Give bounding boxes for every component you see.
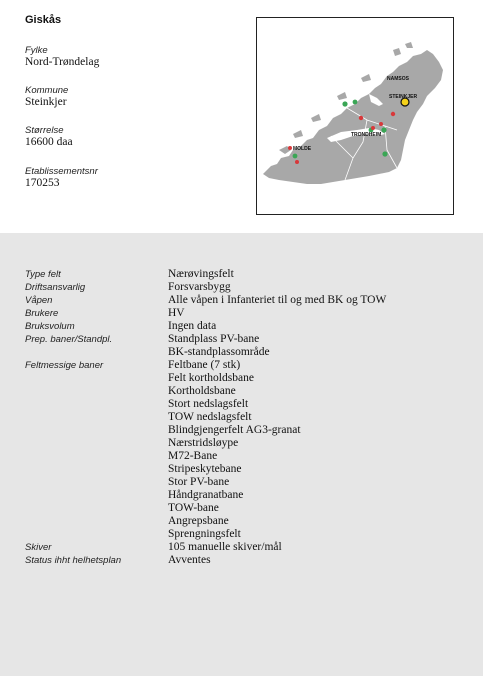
detail-value: Feltbane (7 stk) [168, 359, 241, 371]
map-graphic [257, 18, 453, 214]
field-value: Steinkjer [25, 96, 67, 108]
detail-value: Avventes [168, 554, 211, 566]
detail-values [168, 333, 465, 359]
detail-row [25, 320, 465, 333]
detail-value: Alle våpen i Infanteriet til og med BK og TOW [168, 294, 387, 306]
island [405, 42, 413, 48]
location-map [256, 17, 454, 215]
detail-values [168, 307, 465, 320]
detail-row [25, 541, 465, 554]
field-label: Kommune [25, 85, 69, 96]
detail-key: Type felt [25, 269, 61, 280]
map-label-steinkjer: STEINKJER [389, 94, 418, 100]
green-marker [353, 100, 358, 105]
island [293, 130, 303, 138]
green-marker [342, 101, 347, 106]
island [337, 92, 347, 100]
detail-key: Brukere [25, 308, 59, 319]
detail-row [25, 359, 465, 541]
detail-value: HV [168, 307, 185, 319]
page-title: Giskås [25, 14, 62, 26]
detail-values [168, 359, 465, 541]
detail-value: Angrepsbane [168, 515, 229, 527]
field-label: Fylke [25, 45, 48, 56]
red-marker [379, 122, 383, 126]
island [311, 114, 321, 122]
detail-values [168, 268, 465, 281]
detail-values [168, 541, 465, 554]
detail-key: Bruksvolum [25, 321, 75, 332]
detail-value: Nærstridsløype [168, 437, 239, 449]
detail-value: TOW-bane [168, 502, 219, 514]
detail-row [25, 294, 465, 307]
detail-value: Håndgranatbane [168, 489, 244, 501]
detail-value: BK-standplassområde [168, 346, 270, 358]
green-marker [381, 127, 386, 132]
detail-value: Stor PV-bane [168, 476, 230, 488]
detail-value: Stripeskytebane [168, 463, 242, 475]
map-label-molde: MOLDE [293, 146, 312, 152]
detail-key: Driftsansvarlig [25, 282, 86, 293]
detail-value: Sprengningsfelt [168, 528, 241, 540]
island [393, 48, 401, 56]
header-section [0, 0, 483, 233]
detail-values [168, 294, 465, 307]
field-etablissementsnr [25, 166, 98, 190]
detail-key: Våpen [25, 295, 53, 306]
detail-key: Feltmessige baner [25, 360, 104, 371]
detail-value: Standplass PV-bane [168, 333, 260, 345]
field-value: 170253 [25, 177, 60, 189]
red-marker [295, 160, 299, 164]
detail-values [168, 320, 465, 333]
details-list [25, 268, 465, 567]
field-value: Nord-Trøndelag [25, 56, 100, 68]
detail-key: Skiver [25, 542, 52, 553]
detail-row [25, 554, 465, 567]
map-label-trondheim: TRONDHEIM [351, 132, 382, 138]
green-marker [293, 154, 298, 159]
field-storrelse [25, 125, 73, 149]
detail-value: TOW nedslagsfelt [168, 411, 252, 423]
detail-row [25, 281, 465, 294]
detail-value: Forsvarsbygg [168, 281, 231, 293]
red-marker [288, 146, 292, 150]
map-label-namsos: NAMSOS [387, 76, 409, 82]
detail-value: M72-Bane [168, 450, 218, 462]
detail-values [168, 281, 465, 294]
detail-value: Stort nedslagsfelt [168, 398, 249, 410]
field-fylke [25, 45, 99, 69]
detail-value: Nærøvingsfelt [168, 268, 234, 280]
field-kommune [25, 85, 68, 109]
detail-value: Kortholdsbane [168, 385, 236, 397]
detail-value: 105 manuelle skiver/mål [168, 541, 282, 553]
island [361, 74, 371, 82]
red-marker [391, 112, 395, 116]
detail-values [168, 554, 465, 567]
field-value: 16600 daa [25, 136, 73, 148]
red-marker [359, 116, 363, 120]
detail-value: Felt kortholdsbane [168, 372, 254, 384]
detail-key: Status ihht helhetsplan [25, 555, 122, 566]
detail-value: Blindgjengerfelt AG3-granat [168, 424, 301, 436]
detail-row [25, 307, 465, 320]
green-marker [382, 151, 387, 156]
detail-value: Ingen data [168, 320, 217, 332]
field-label: Etablissementsnr [25, 166, 98, 177]
region-shape [263, 50, 443, 184]
red-marker [371, 126, 375, 130]
detail-key: Prep. baner/Standpl. [25, 334, 113, 345]
field-label: Størrelse [25, 125, 64, 136]
detail-row [25, 268, 465, 281]
detail-row [25, 333, 465, 359]
